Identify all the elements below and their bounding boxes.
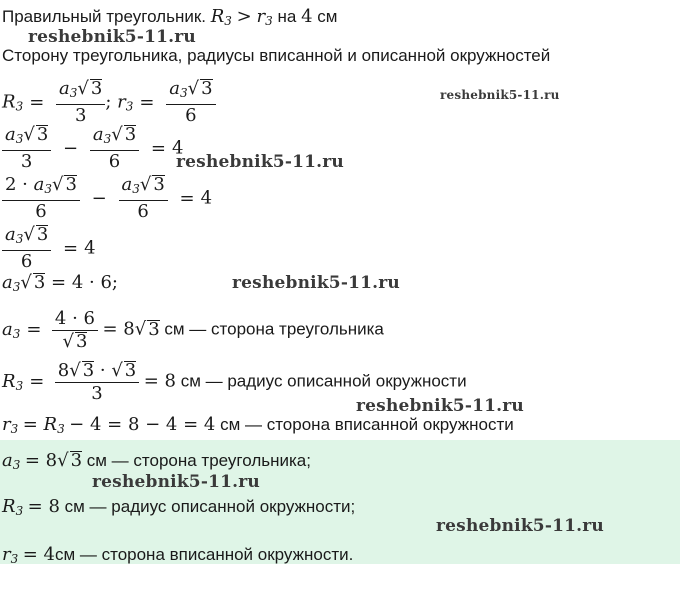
watermark: reshebnik5-11.ru bbox=[436, 516, 604, 536]
watermark: reshebnik5-11.ru bbox=[356, 396, 524, 416]
fraction-R3: $\frac{a_3√ 3}{3}$ bbox=[56, 78, 105, 127]
equation-side: $a_3$ = $\frac{4 \cdot 6}{√ 3}$ = 8√ 3 см — сторона треугольника bbox=[2, 308, 384, 352]
equation-step-4: $a_3√$ 3 = 4 · 6; bbox=[2, 272, 118, 294]
watermark: reshebnik5-11.ru bbox=[232, 273, 400, 293]
gt-sign: > bbox=[236, 6, 252, 27]
answer-inradius: $r_3 = 4см$ — сторона вписанной окружности. bbox=[2, 544, 354, 566]
equation-step-2: $\frac{2 \cdot a_3√ 3}{6}$ − $\frac{a_3√ 3}{6}$ = 4 bbox=[2, 174, 212, 223]
heading-prefix: Правильный треугольник. bbox=[2, 7, 206, 26]
heading-unit: см bbox=[317, 7, 338, 26]
answer-side: $a_3 = 8√$ 3 см — сторона треугольника; bbox=[2, 450, 311, 472]
watermark: reshebnik5-11.ru bbox=[440, 88, 560, 102]
math-R3: $R_3$ bbox=[210, 6, 232, 28]
problem-statement bbox=[2, 6, 337, 28]
math-r3: $r_3$ bbox=[256, 6, 273, 28]
formula-radii: $R_3$ = $\frac{a_3√ 3}{3}$ ; $r_3$ = $\frac{a_3√ 3}{6}$ bbox=[2, 78, 216, 127]
watermark: reshebnik5-11.ru bbox=[28, 27, 196, 47]
equation-step-3: $\frac{a_3√ 3}{6}$ = 4 bbox=[2, 224, 96, 273]
task-text: Сторону треугольника, радиусы вписанной и описанной окружностей bbox=[2, 46, 551, 65]
equation-step-1: $\frac{a_3√ 3}{3}$ − $\frac{a_3√ 3}{6}$ = 4 bbox=[2, 124, 183, 173]
equation-inradius: $r_3 = R_3 - 4 = 8 - 4 = 4$ см — сторона вписанной окружности bbox=[2, 414, 514, 436]
watermark: reshebnik5-11.ru bbox=[176, 152, 344, 172]
answer-circumradius: $R_3 = 8$ см — радиус описанной окружности; bbox=[2, 496, 356, 518]
equation-circumradius: $R_3$ = $\frac{8√ 3 \cdot √ 3}{3}$ = 8 см — радиус описанной окружности bbox=[2, 360, 467, 404]
watermark: reshebnik5-11.ru bbox=[92, 472, 260, 492]
heading-four: 4 bbox=[301, 6, 313, 27]
heading-middle: на bbox=[277, 7, 297, 26]
fraction-r3: $\frac{a_3√ 3}{6}$ bbox=[166, 78, 215, 127]
